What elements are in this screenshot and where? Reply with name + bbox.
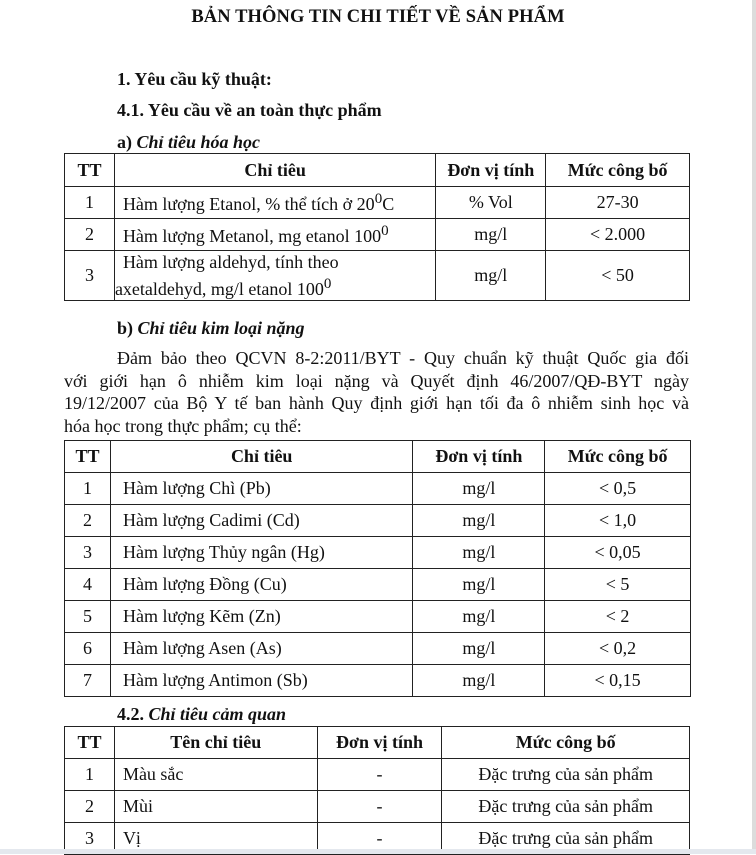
cell-indicator: Hàm lượng Asen (As) (110, 633, 413, 665)
cell-indicator: Màu sắc (114, 759, 317, 791)
cell-indicator: Hàm lượng Chì (Pb) (110, 473, 413, 505)
chemical-indicators-table (64, 153, 690, 301)
subheading-text: Chỉ tiêu cảm quan (144, 704, 287, 724)
header-unit: Đơn vị tính (413, 441, 545, 473)
cell-unit: mg/l (413, 633, 545, 665)
indicator-text: Hàm lượng Etanol, % thể tích ở 20 (122, 193, 375, 214)
table-row (65, 537, 691, 569)
subheading-text: Chỉ tiêu kim loại nặng (133, 318, 305, 338)
cell-tt: 2 (65, 791, 115, 823)
cell-tt: 1 (65, 759, 115, 791)
indicator-text: Hàm lượng Metanol, mg etanol 100 (122, 225, 382, 246)
cell-tt: 1 (65, 187, 115, 219)
indicator-line-2: axetaldehyd, mg/l etanol 100 (114, 279, 324, 299)
paragraph-line: với giới hạn ô nhiễm kim loại nặng và Quyết định 46/2007/QĐ-BYT ngày (64, 370, 689, 391)
header-tt: TT (65, 727, 115, 759)
header-declared-level: Mức công bố (442, 727, 690, 759)
cell-tt: 7 (65, 665, 111, 697)
cell-tt: 2 (65, 505, 111, 537)
cell-unit: - (317, 759, 442, 791)
header-unit: Đơn vị tính (436, 154, 546, 187)
cell-unit: mg/l (413, 505, 545, 537)
cell-unit: mg/l (413, 537, 545, 569)
header-tt: TT (65, 154, 115, 187)
table-header-row (65, 441, 691, 473)
paragraph-line: 19/12/2007 của Bộ Y tế ban hành Quy định giới hạn tối đa ô nhiễm sinh học và (64, 393, 689, 414)
table-row (65, 187, 690, 219)
table-row (65, 759, 690, 791)
cell-value: Đặc trưng của sản phẩm (442, 823, 690, 855)
header-indicator: Chỉ tiêu (114, 154, 435, 187)
superscript: 0 (323, 276, 332, 292)
cell-value: 27-30 (546, 187, 690, 219)
header-indicator-name: Tên chỉ tiêu (114, 727, 317, 759)
table-header-row (65, 727, 690, 759)
cell-value: < 0,05 (545, 537, 691, 569)
cell-unit: mg/l (436, 219, 546, 251)
cell-unit: mg/l (413, 473, 545, 505)
cell-unit: - (317, 791, 442, 823)
cell-value: < 2 (545, 601, 691, 633)
subheading-prefix: 4.2. (117, 704, 144, 724)
paragraph-line: hóa học trong thực phẩm; cụ thể: (64, 415, 302, 436)
section-heading-technical-requirements: 1. Yêu cầu kỹ thuật: (117, 69, 272, 89)
table-row (65, 505, 691, 537)
cell-tt: 3 (65, 537, 111, 569)
table-row (65, 473, 691, 505)
cell-indicator: Hàm lượng Antimon (Sb) (110, 665, 413, 697)
cell-value: < 50 (546, 251, 690, 301)
cell-tt: 6 (65, 633, 111, 665)
subheading-text: Chỉ tiêu hóa học (132, 132, 261, 152)
superscript: 0 (381, 222, 389, 239)
cell-unit: mg/l (413, 569, 545, 601)
cell-unit: - (317, 823, 442, 855)
subheading-heavy-metals (117, 318, 305, 339)
cell-unit: mg/l (413, 601, 545, 633)
heavy-metals-table (64, 440, 691, 697)
cell-tt: 1 (65, 473, 111, 505)
cell-value: < 0,5 (545, 473, 691, 505)
cell-tt: 5 (65, 601, 111, 633)
cell-indicator (114, 187, 435, 219)
cell-indicator: Vị (114, 823, 317, 855)
cell-tt: 4 (65, 569, 111, 601)
subheading-chemical-indicators (117, 132, 260, 153)
header-unit: Đơn vị tính (317, 727, 442, 759)
header-declared-level: Mức công bố (546, 154, 690, 187)
cell-indicator (114, 251, 435, 301)
document-title: BẢN THÔNG TIN CHI TIẾT VỀ SẢN PHẨM (191, 7, 565, 27)
indicator-line-1: Hàm lượng aldehyd, tính theo (122, 252, 339, 272)
cell-value: Đặc trưng của sản phẩm (442, 759, 690, 791)
section-heading-food-safety: 4.1. Yêu cầu về an toàn thực phẩm (117, 100, 382, 120)
cell-unit: mg/l (413, 665, 545, 697)
cell-indicator: Hàm lượng Thủy ngân (Hg) (110, 537, 413, 569)
subheading-prefix: b) (117, 318, 134, 338)
header-indicator: Chỉ tiêu (110, 441, 413, 473)
cell-indicator: Hàm lượng Cadimi (Cd) (110, 505, 413, 537)
sensory-indicators-table (64, 726, 690, 855)
cell-tt: 3 (65, 251, 115, 301)
table-row (65, 791, 690, 823)
subheading-prefix: a) (117, 132, 132, 152)
cell-indicator: Hàm lượng Kẽm (Zn) (110, 601, 413, 633)
header-tt: TT (65, 441, 111, 473)
table-header-row (65, 154, 690, 187)
cell-value: < 0,15 (545, 665, 691, 697)
regulation-paragraph (64, 347, 689, 437)
table-row (65, 251, 690, 301)
cell-value: Đặc trưng của sản phẩm (442, 791, 690, 823)
cell-tt: 2 (65, 219, 115, 251)
page-edge-bottom (0, 849, 756, 854)
table-row (65, 601, 691, 633)
cell-unit: % Vol (436, 187, 546, 219)
cell-value: < 2.000 (546, 219, 690, 251)
page-edge-right (752, 0, 756, 854)
cell-value: < 1,0 (545, 505, 691, 537)
table-row (65, 569, 691, 601)
cell-indicator: Mùi (114, 791, 317, 823)
table-row (65, 633, 691, 665)
header-declared-level: Mức công bố (545, 441, 691, 473)
cell-indicator (114, 219, 435, 251)
paragraph-line: Đảm bảo theo QCVN 8-2:2011/BYT - Quy chuẩn kỹ thuật Quốc gia đối (117, 348, 689, 368)
indicator-suffix: C (382, 193, 395, 214)
cell-value: < 5 (545, 569, 691, 601)
cell-tt: 3 (65, 823, 115, 855)
cell-indicator: Hàm lượng Đồng (Cu) (110, 569, 413, 601)
table-row (65, 665, 691, 697)
section-heading-sensory (117, 704, 286, 725)
cell-value: < 0,2 (545, 633, 691, 665)
table-row (65, 219, 690, 251)
superscript: 0 (374, 190, 383, 207)
cell-unit: mg/l (436, 251, 546, 301)
